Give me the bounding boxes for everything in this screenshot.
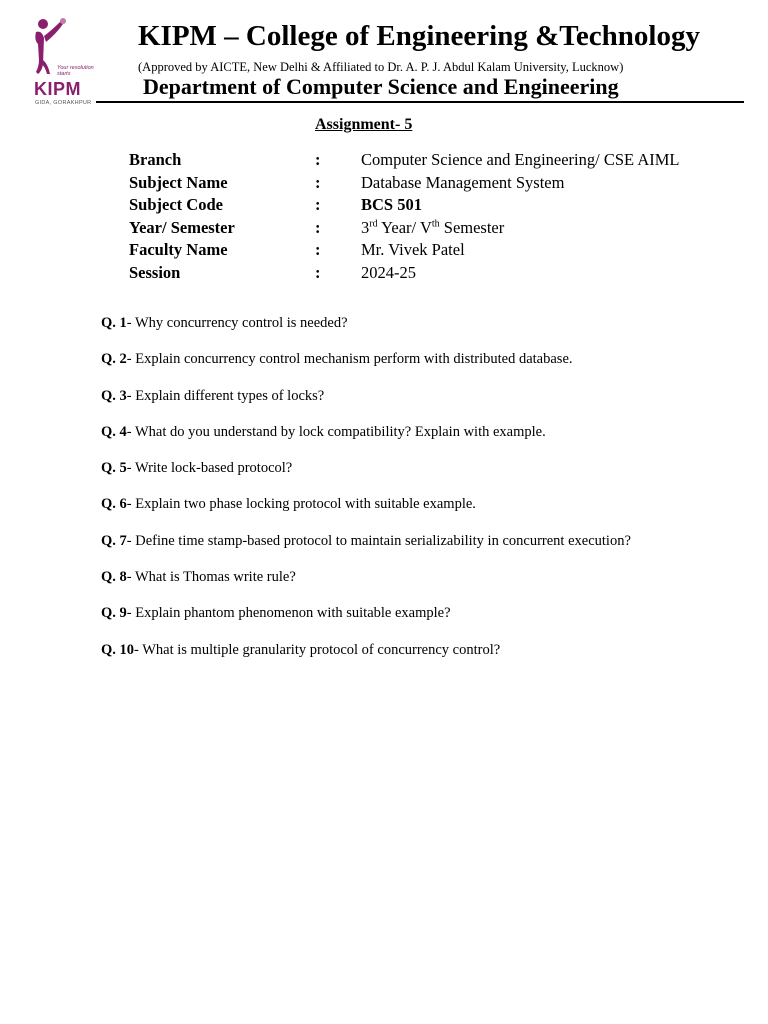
info-label: Faculty Name bbox=[129, 240, 228, 260]
info-value: 2024-25 bbox=[361, 262, 416, 282]
question-item bbox=[101, 388, 741, 424]
college-logo bbox=[30, 16, 100, 106]
info-separator: : bbox=[315, 195, 321, 215]
year-word: Year/ bbox=[377, 217, 420, 237]
question-item bbox=[101, 351, 741, 387]
question-text: - Explain concurrency control mechanism perform with distributed database. bbox=[126, 351, 573, 368]
question-item bbox=[101, 569, 741, 605]
question-text: - Explain two phase locking protocol with suitable example. bbox=[126, 496, 476, 513]
info-label: Subject Name bbox=[129, 172, 228, 192]
info-value: Database Management System bbox=[361, 172, 565, 192]
logo-tagline: Your resolution starts bbox=[57, 65, 94, 77]
question-text: - Explain different types of locks? bbox=[126, 387, 325, 404]
college-name: KIPM – College of Engineering &Technology bbox=[138, 20, 700, 52]
info-value: Computer Science and Engineering/ CSE AIML bbox=[361, 150, 680, 169]
info-value: BCS 501 bbox=[361, 195, 422, 215]
question-text: - Why concurrency control is needed? bbox=[126, 315, 348, 331]
question-text: - What is multiple granularity protocol of concurrency control? bbox=[134, 641, 501, 658]
question-number: Q. 8 bbox=[101, 569, 127, 586]
info-label: Subject Code bbox=[129, 195, 223, 215]
info-separator: : bbox=[315, 240, 321, 260]
question-item bbox=[101, 496, 741, 532]
question-item bbox=[101, 533, 741, 569]
question-text: - Write lock-based protocol? bbox=[126, 460, 293, 477]
info-label: Branch bbox=[129, 150, 182, 169]
question-number: Q. 9 bbox=[101, 605, 127, 622]
question-text: - Define time stamp-based protocol to maintain serializability in concurrent execution? bbox=[126, 532, 631, 549]
question-number: Q. 5 bbox=[101, 460, 127, 477]
question-item bbox=[101, 605, 741, 641]
question-number: Q. 2 bbox=[101, 351, 127, 368]
header-divider bbox=[96, 101, 744, 103]
question-text: - What is Thomas write rule? bbox=[126, 569, 296, 586]
info-separator: : bbox=[315, 262, 321, 282]
assignment-title: Assignment- 5 bbox=[315, 116, 413, 133]
info-separator: : bbox=[315, 150, 321, 169]
question-item bbox=[101, 424, 741, 460]
semester-number: V bbox=[419, 217, 432, 237]
question-number: Q. 1 bbox=[101, 315, 127, 331]
question-number: Q. 10 bbox=[101, 641, 135, 658]
question-list bbox=[101, 315, 741, 678]
info-value: Mr. Vivek Patel bbox=[361, 240, 465, 260]
info-separator: : bbox=[315, 217, 321, 237]
info-separator: : bbox=[315, 172, 321, 192]
question-item bbox=[101, 315, 741, 351]
question-text: - What do you understand by lock compatibility? Explain with example. bbox=[126, 423, 546, 440]
question-number: Q. 4 bbox=[101, 423, 127, 440]
semester-word: Semester bbox=[439, 217, 505, 237]
question-item bbox=[101, 642, 741, 678]
question-number: Q. 7 bbox=[101, 532, 127, 549]
approval-line: (Approved by AICTE, New Delhi & Affiliated to Dr. A. P. J. Abdul Kalam University, Lucknow) bbox=[138, 60, 624, 74]
year-suffix: rd bbox=[369, 218, 378, 230]
department-name: Department of Computer Science and Engineering bbox=[143, 74, 619, 99]
year-number: 3 bbox=[361, 217, 370, 237]
question-number: Q. 3 bbox=[101, 387, 127, 404]
info-label: Session bbox=[129, 262, 181, 282]
question-number: Q. 6 bbox=[101, 496, 127, 513]
logo-wordmark: KIPM bbox=[34, 79, 81, 99]
question-text: - Explain phantom phenomenon with suitable example? bbox=[126, 605, 451, 622]
info-value bbox=[361, 218, 504, 238]
info-label: Year/ Semester bbox=[129, 217, 235, 237]
semester-suffix: th bbox=[431, 218, 440, 230]
question-item bbox=[101, 460, 741, 496]
logo-location: GIDA, GORAKHPUR bbox=[35, 100, 92, 106]
